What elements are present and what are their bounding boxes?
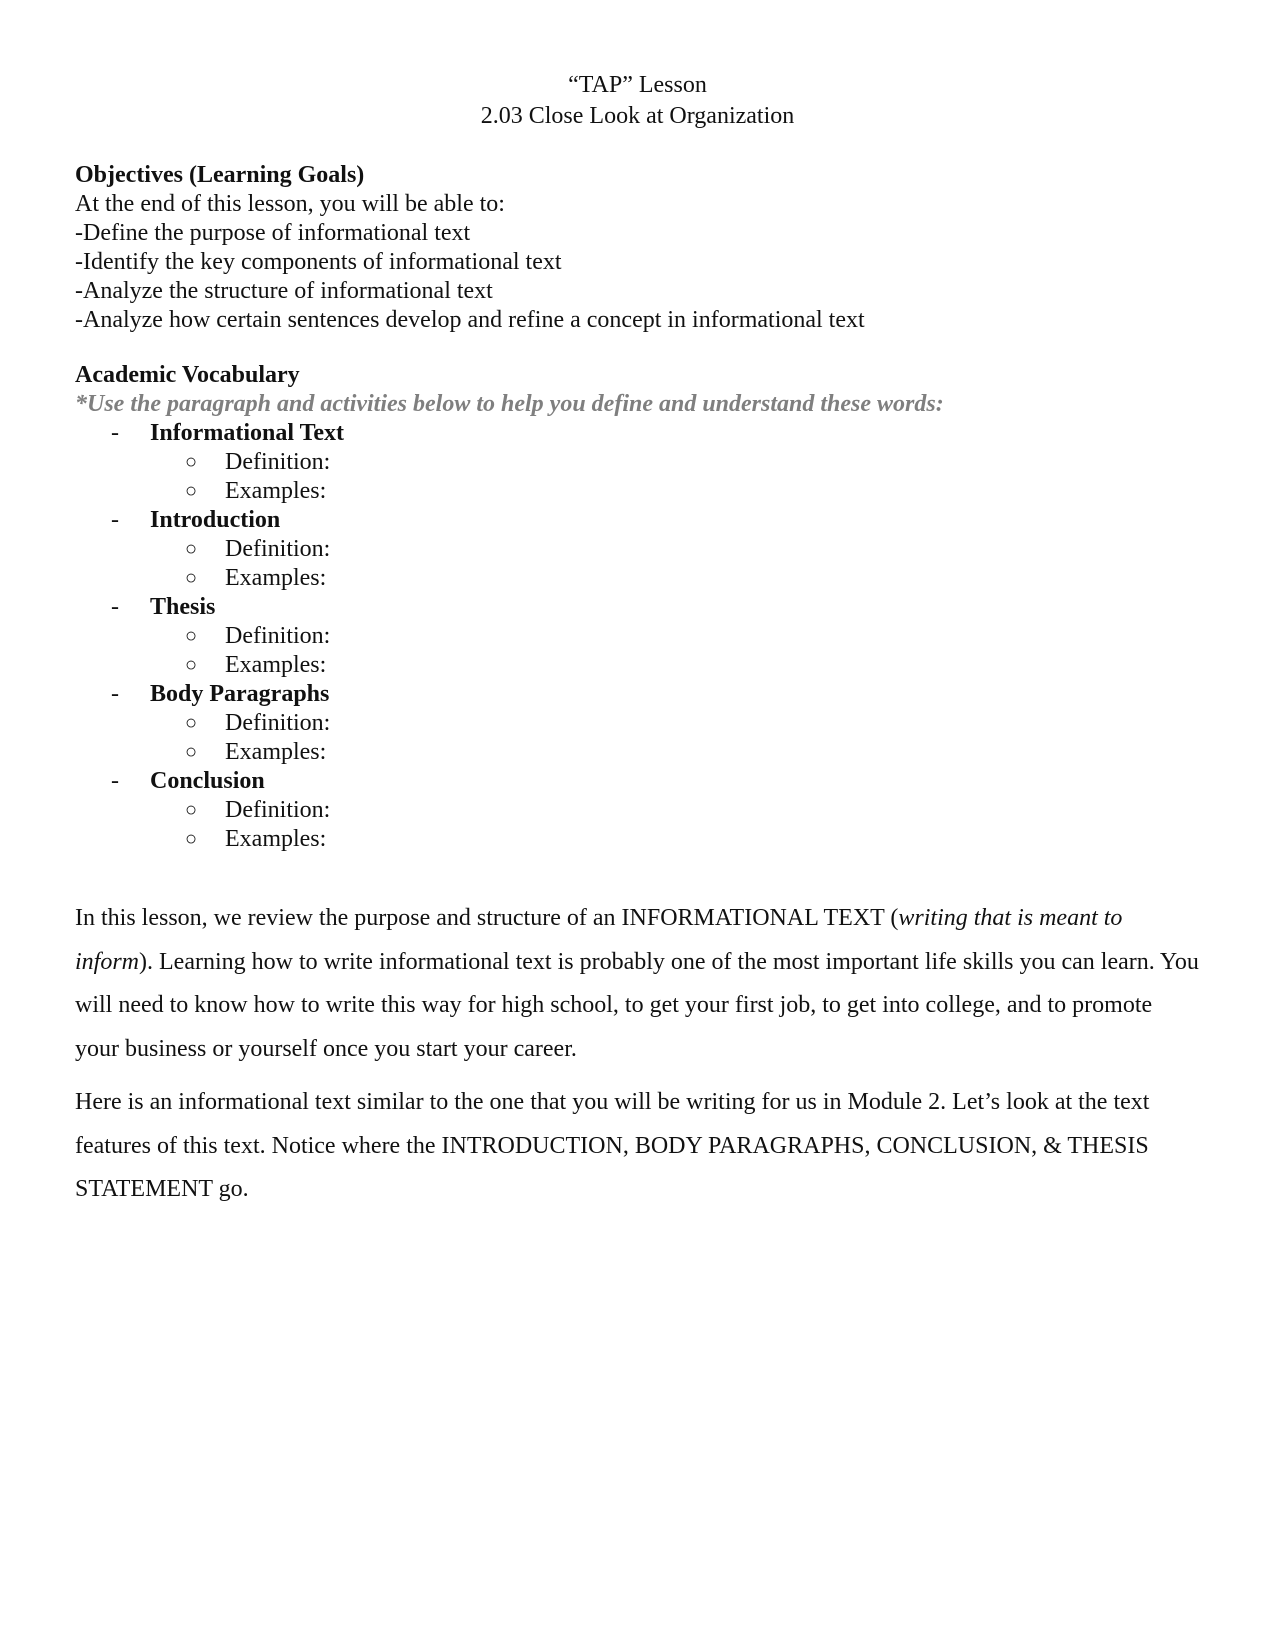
circle-bullet-icon: ○ (185, 538, 198, 560)
vocabulary-list (75, 419, 1200, 854)
vocab-examples (75, 738, 1200, 767)
vocab-entry (75, 767, 1200, 854)
lesson-subtitle: 2.03 Close Look at Organization (480, 103, 795, 129)
vocab-definition-label: Definition: (225, 449, 331, 475)
vocab-examples (75, 825, 1200, 854)
objective-item: -Define the purpose of informational text (75, 220, 471, 246)
intro-paragraph-start: In this lesson, we review the purpose and structure of an INFORMATIONAL TEXT ( (75, 905, 899, 931)
objective-item: -Analyze the structure of informational text (75, 278, 493, 304)
dash-bullet-icon: - (111, 420, 119, 446)
circle-bullet-icon: ○ (185, 451, 198, 473)
vocabulary-instruction: *Use the paragraph and activities below to help you define and understand these words: (75, 391, 944, 417)
objectives-section (75, 161, 1200, 335)
vocabulary-heading: Academic Vocabulary (75, 362, 300, 388)
vocab-definition (75, 535, 1200, 564)
dash-bullet-icon: - (111, 681, 119, 707)
lesson-title: “TAP” Lesson (568, 72, 707, 98)
circle-bullet-icon: ○ (185, 480, 198, 502)
document-content (75, 70, 1200, 1212)
text-features-paragraph: Here is an informational text similar to the one that you will be writing for us in Module 2. Let’s look at the text features of this text. Notice where the INTRODUCTION, BODY PARAGRAPHS, CONCLUSION, & THESIS STATEMENT go. (75, 1089, 1150, 1202)
vocab-examples-label: Examples: (225, 652, 327, 678)
circle-bullet-icon: ○ (185, 799, 198, 821)
dash-bullet-icon: - (111, 768, 119, 794)
circle-bullet-icon: ○ (185, 712, 198, 734)
vocab-term (75, 506, 1200, 535)
document-header (75, 70, 1200, 132)
dash-bullet-icon: - (111, 507, 119, 533)
vocab-definition (75, 622, 1200, 651)
vocab-definition (75, 796, 1200, 825)
vocab-term (75, 593, 1200, 622)
vocab-definition-label: Definition: (225, 797, 331, 823)
intro-paragraph-end: ). Learning how to write informational text is probably one of the most important life skills you can learn. You will need to know how to write this way for high school, to get your first job, to get into college, and to promote your business or yourself once you start your career. (75, 948, 1199, 1062)
vocab-examples-label: Examples: (225, 826, 327, 852)
vocab-definition-label: Definition: (225, 536, 331, 562)
circle-bullet-icon: ○ (185, 828, 198, 850)
dash-bullet-icon: - (111, 594, 119, 620)
vocab-examples (75, 564, 1200, 593)
vocab-entry (75, 506, 1200, 593)
vocab-examples (75, 477, 1200, 506)
vocab-term (75, 767, 1200, 796)
circle-bullet-icon: ○ (185, 741, 198, 763)
circle-bullet-icon: ○ (185, 625, 198, 647)
vocab-examples-label: Examples: (225, 565, 327, 591)
vocab-term (75, 419, 1200, 448)
vocab-definition (75, 709, 1200, 738)
circle-bullet-icon: ○ (185, 654, 198, 676)
intro-paragraph (75, 897, 1200, 1071)
vocab-definition-label: Definition: (225, 710, 331, 736)
vocab-entry (75, 419, 1200, 506)
vocab-examples-label: Examples: (225, 739, 327, 765)
vocab-examples (75, 651, 1200, 680)
vocab-entry (75, 680, 1200, 767)
vocab-term (75, 680, 1200, 709)
vocab-entry (75, 593, 1200, 680)
vocab-term-label: Thesis (150, 594, 216, 620)
circle-bullet-icon: ○ (185, 567, 198, 589)
vocab-term-label: Conclusion (150, 768, 265, 794)
intro-paragraph-italic: writing that is meant to inform (75, 905, 1123, 975)
vocab-term-label: Informational Text (150, 420, 345, 446)
vocab-examples-label: Examples: (225, 478, 327, 504)
objective-item: -Identify the key components of informational text (75, 249, 562, 275)
vocab-term-label: Introduction (150, 507, 281, 533)
vocab-definition-label: Definition: (225, 623, 331, 649)
vocab-term-label: Body Paragraphs (150, 681, 330, 707)
objectives-heading: Objectives (Learning Goals) (75, 162, 365, 188)
objective-item: -Analyze how certain sentences develop and refine a concept in informational text (75, 307, 865, 333)
objectives-intro: At the end of this lesson, you will be able to: (75, 191, 505, 217)
vocab-definition (75, 448, 1200, 477)
vocabulary-section (75, 361, 1200, 854)
